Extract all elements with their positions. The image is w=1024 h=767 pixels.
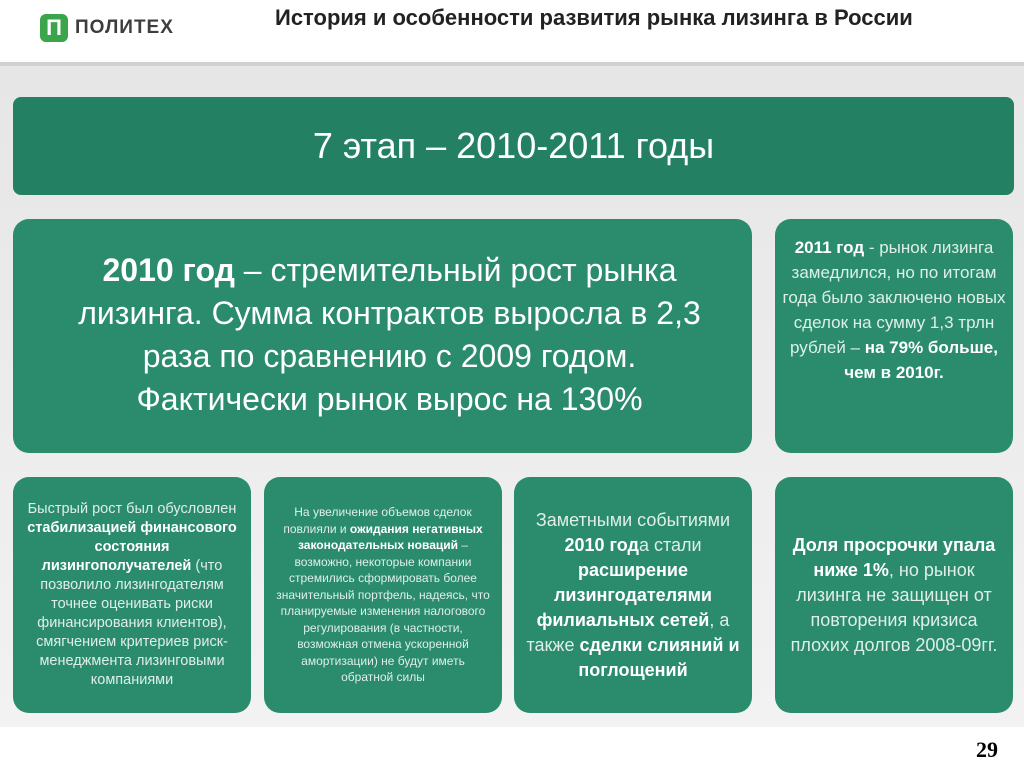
- growth-reasons-bold: стабилизацией финансового состояния лизингополучателей: [27, 520, 237, 574]
- growth-reasons-text-2: (что позволило лизингодателям точнее оценивать риски финансирования клиентов), смягчением критериев риск-менеджмента лизинговыми компаниями: [36, 558, 228, 688]
- legislation-expectations-box: [264, 477, 502, 713]
- year-2011-box: [775, 219, 1013, 453]
- legislation-text-2: – возможно, некоторые компании стремились сформировать более значительный портфель, надеясь, что планируемые изменения налогового регулирования (в частности, возможная отмена ускоренной амортизации) не будут иметь обратной силы: [276, 538, 490, 685]
- notable-events-box: [514, 477, 752, 713]
- stage-banner: [13, 97, 1014, 195]
- events-text-1: Заметными событиями: [535, 509, 731, 530]
- logo: [40, 14, 174, 42]
- legislation-text-1: На увеличение объемов сделок повлияли и: [283, 505, 472, 536]
- main-info-bold: 2010 год: [102, 252, 235, 288]
- page-title: История и особенности развития рынка лизинга в России: [275, 5, 913, 30]
- growth-reasons-box: [13, 477, 251, 713]
- overdue-text: , но рынок лизинга не защищен от повторения кризиса плохих долгов 2008-09гг.: [790, 559, 998, 655]
- logo-text: ПОЛИТЕХ: [75, 17, 174, 38]
- year-2011-bold: 2011 год: [794, 238, 865, 257]
- overdue-share-box: [775, 477, 1013, 713]
- header: [0, 0, 1024, 62]
- events-bold-1: 2010 год: [564, 534, 639, 555]
- events-text-3: , а также: [526, 609, 730, 655]
- stage-banner-text: 7 этап – 2010-2011 годы: [312, 125, 715, 166]
- year-2011-text: - рынок лизинга замедлился, но по итогам года было заключено новых сделок на сумму 1,3 трлн рублей –: [782, 238, 1006, 357]
- main-info-box: [13, 219, 752, 453]
- legislation-bold: ожидания негативных законодательных новаций: [297, 521, 483, 553]
- main-info-text: – стремительный рост рынка лизинга. Сумма контрактов выросла в 2,3 раза по сравнению с 2009 годом. Фактически рынок вырос на 130%: [78, 252, 701, 417]
- year-2011-highlight: на 79% больше, чем в 2010г.: [844, 338, 998, 382]
- events-bold-3: сделки слияний и поглощений: [578, 634, 740, 680]
- events-bold-2: расширение лизингодателями филиальных сетей: [536, 559, 712, 630]
- overdue-bold: Доля просрочки упала ниже 1%: [792, 534, 996, 580]
- logo-icon: П: [40, 14, 68, 42]
- page-number: 29: [976, 737, 998, 762]
- growth-reasons-text-1: Быстрый рост был обусловлен: [27, 501, 237, 517]
- events-text-2: а стали: [638, 534, 702, 555]
